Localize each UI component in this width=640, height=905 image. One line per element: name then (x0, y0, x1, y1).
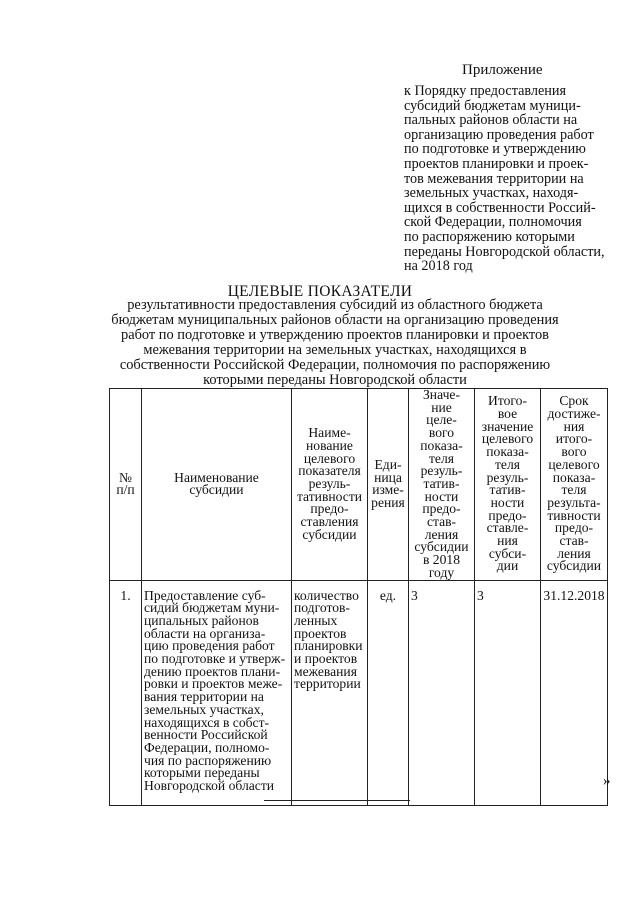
header-line: ности (490, 494, 525, 510)
cell-line: Новгородской области (144, 778, 275, 794)
header-line: показа- (486, 444, 529, 460)
annex-line: щихся в собственности Россий- (404, 199, 596, 216)
cell-line: области на организа- (144, 625, 266, 641)
header-line: № (119, 469, 132, 485)
row-subsidy-name (142, 580, 292, 805)
cell-line: территории (294, 676, 361, 692)
cell-line: проектов (294, 625, 347, 641)
header-line: теля (428, 450, 454, 466)
header-line: ставле- (486, 520, 529, 536)
header-line: нование (306, 437, 353, 453)
subtitle-line: результативности предоставления субсидий из областного бюджета (127, 297, 543, 313)
cell-line: венности Российской (144, 727, 268, 743)
row-value-2018: 3 (409, 580, 475, 805)
header-line: вое (497, 406, 518, 422)
header-line: субсидии (302, 526, 357, 542)
annex-line: организацию проведения работ (404, 126, 594, 143)
cell-line: Федерации, полномо- (144, 739, 270, 755)
header-line: ставления (300, 514, 359, 530)
header-line: достиже- (547, 406, 601, 422)
cell-line: ленных (294, 612, 338, 628)
header-line: результа- (547, 494, 601, 510)
cell-line: вания территории на (144, 689, 264, 705)
annex-line: по подготовке и утверждению (404, 141, 586, 158)
header-line: Еди- (374, 456, 402, 472)
header-line: субсидии (189, 482, 244, 498)
header-line: целе- (426, 412, 457, 428)
header-line: субсидии (546, 558, 602, 574)
header-line: предо- (422, 501, 461, 517)
header-cell-deadline (541, 389, 608, 581)
header-line: теля (494, 456, 520, 472)
cell-line: межевания (294, 663, 357, 679)
header-line: субсидии (414, 539, 469, 555)
header-line: став- (426, 514, 457, 530)
row-unit: ед. (368, 580, 409, 805)
header-line: ления (557, 545, 591, 561)
cell-line: чия по распоряжению (144, 752, 272, 768)
annex-title: Приложение (462, 62, 543, 78)
header-line: Наиме- (308, 425, 351, 441)
annex-line: на 2018 год (404, 258, 473, 275)
header-line: году (428, 564, 455, 580)
header-line: предо- (488, 507, 527, 523)
header-cell-total-value (475, 389, 541, 581)
annex-line: ской Федерации, полномочия (404, 214, 582, 231)
row-number: 1. (110, 580, 142, 805)
table-row (110, 580, 608, 805)
header-line: ние (431, 399, 452, 415)
cell-line: и проектов (294, 651, 358, 667)
header-line: ления (424, 526, 459, 542)
header-line: резуль- (420, 463, 463, 479)
header-line: татив- (489, 482, 526, 498)
cell-line: ципальных районов (144, 612, 259, 628)
subtitle-line: бюджетам муниципальных районов области на организацию проведения (111, 311, 559, 328)
table-header-row (110, 389, 608, 581)
header-line: резуль- (486, 469, 529, 485)
header-line: показа- (552, 469, 596, 485)
header-cell-value-2018 (409, 389, 475, 581)
header-line: предо- (310, 501, 349, 517)
header-line: субси- (488, 545, 527, 561)
header-line: ности (424, 488, 459, 504)
cell-line: которыми переданы (144, 765, 260, 781)
cell-line: находящихся в собст- (144, 714, 270, 730)
header-line: Значе- (423, 387, 460, 402)
subtitle-line: собственности Российской Федерации, полномочия по распоряжению (119, 356, 551, 373)
annex-line: земельных участках, находя- (404, 185, 579, 202)
header-line: теля (561, 482, 587, 498)
header-line: в 2018 (422, 552, 460, 568)
header-line: изме- (372, 482, 404, 498)
header-line: целевого (303, 450, 356, 466)
footer-rule (264, 800, 410, 801)
targets-table (109, 388, 608, 806)
closing-quote: » (603, 773, 611, 789)
subtitle-line: межевания территории на земельных участках, находящихся в (143, 341, 527, 358)
annex-line: к Порядку предоставления (404, 83, 566, 99)
header-line: ния (563, 418, 585, 434)
header-line: вого (428, 425, 455, 441)
cell-line: ровки и проектов меже- (144, 676, 283, 692)
cell-line: планировки (294, 638, 363, 654)
row-total-value: 3 (475, 580, 541, 805)
header-cell-indicator (292, 389, 368, 581)
cell-line: Предоставление суб- (144, 587, 266, 603)
header-line: целевого (481, 431, 534, 447)
header-cell-name (142, 389, 292, 581)
cell-line: дению проектов плани- (144, 663, 281, 679)
header-line: ница (374, 469, 402, 485)
cell-line: сидий бюджетам муни- (144, 600, 280, 616)
header-line: резуль- (308, 475, 351, 491)
header-cell-unit (368, 389, 409, 581)
subtitle-line: работ по подготовке и утверждению проектов планировки и проектов (121, 326, 549, 343)
row-deadline: 31.12.2018 (541, 580, 608, 805)
cell-line: по подготовке и утверж- (144, 651, 286, 667)
document-subtitle (110, 298, 560, 387)
header-line: целевого (548, 456, 600, 472)
header-line: рения (371, 494, 405, 510)
row-indicator-name (292, 580, 368, 805)
annex-line: по распоряжению которыми (404, 228, 575, 245)
header-line: дии (496, 558, 519, 574)
header-line: показателя (298, 463, 361, 479)
header-line: итого- (555, 431, 593, 447)
header-line: Наименование (174, 469, 259, 485)
header-line: показа- (420, 437, 463, 453)
header-line: значение (481, 418, 534, 434)
header-line: тативности (296, 488, 363, 504)
header-line: Итого- (488, 393, 527, 409)
subtitle-line: которыми переданы Новгородской области (203, 371, 467, 388)
header-line: тивности (547, 507, 601, 523)
annex-line: тов межевания территории на (404, 170, 584, 187)
annex-text (404, 84, 619, 274)
annex-line: переданы Новгородской области, (404, 243, 605, 260)
header-line: ния (497, 533, 518, 549)
annex-line: субсидий бюджетам муници- (404, 97, 581, 114)
header-line: п/п (116, 482, 135, 498)
header-line: Срок (559, 393, 589, 409)
cell-line: количество (294, 587, 359, 603)
header-line: вого (561, 444, 587, 460)
cell-line: земельных участках, (144, 701, 264, 717)
cell-line: цию проведения работ (144, 638, 275, 654)
header-line: став- (559, 533, 589, 549)
cell-line: подготов- (294, 600, 350, 616)
annex-line: проектов планировки и проек- (404, 155, 589, 172)
document-title: ЦЕЛЕВЫЕ ПОКАЗАТЕЛИ (227, 283, 413, 300)
header-cell-number (110, 389, 142, 581)
header-line: татив- (423, 475, 460, 491)
annex-line: пальных районов области на (404, 112, 578, 129)
header-line: предо- (554, 520, 594, 536)
